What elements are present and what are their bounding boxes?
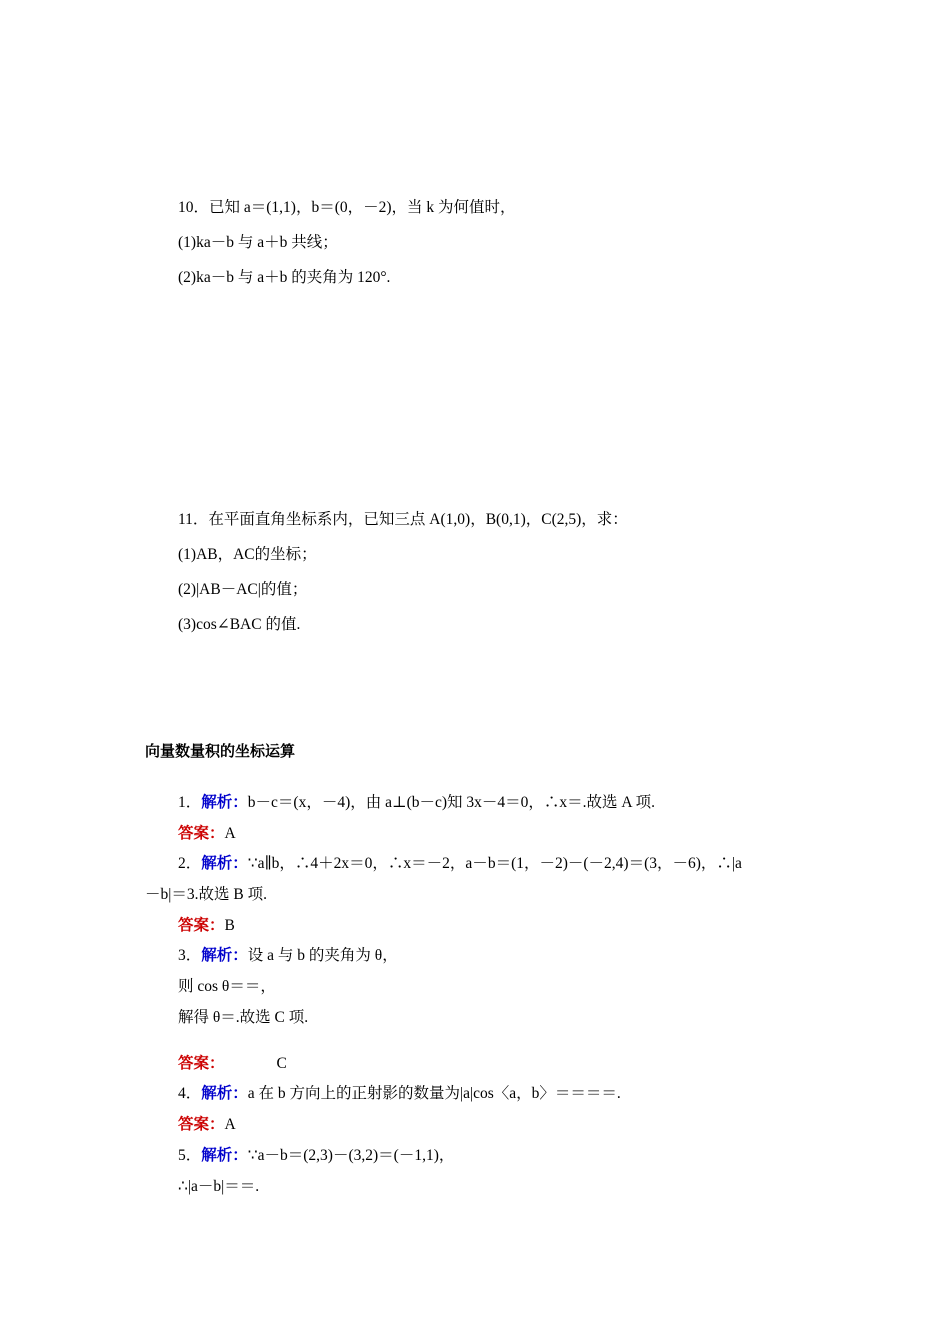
q10-part1: (1)ka－b 与 a＋b 共线； bbox=[178, 234, 338, 251]
q11-part3: (3)cos∠BAC 的值. bbox=[178, 616, 301, 633]
q11-part1: (1)AB，AC的坐标； bbox=[178, 546, 317, 563]
answer-4-choice: A bbox=[224, 1116, 236, 1133]
q10-stem: 10．已知 a＝(1,1)，b＝(0，－2)，当 k 为何值时， bbox=[178, 199, 516, 216]
answer-3-analysis bbox=[178, 946, 398, 966]
answer-2-text: ∵a∥b，∴4＋2x＝0，∴x＝－2，a－b＝(1，－2)－(－2,4)＝(3，－6)，∴|a bbox=[247, 855, 742, 872]
q11-part2: (2)|AB－AC|的值； bbox=[178, 581, 308, 598]
analysis-label: 解析： bbox=[201, 794, 248, 811]
answer-1-number: 1． bbox=[178, 794, 202, 811]
answer-1-result bbox=[178, 824, 236, 844]
answer-4-text: a 在 b 方向上的正射影的数量为|a|cos〈a，b〉＝＝＝＝. bbox=[247, 1085, 621, 1102]
answer-4-analysis bbox=[178, 1084, 621, 1104]
answer-3-line3: 解得 θ＝.故选 C 项. bbox=[178, 1009, 309, 1026]
answer-5-number: 5． bbox=[178, 1147, 202, 1164]
answer-3-choice: C bbox=[276, 1055, 287, 1072]
answer-2-analysis bbox=[178, 854, 742, 874]
answer-4-number: 4． bbox=[178, 1085, 202, 1102]
answer-1-text: b－c＝(x，－4)，由 a⊥(b－c)知 3x－4＝0，∴x＝.故选 A 项. bbox=[247, 794, 655, 811]
analysis-label: 解析： bbox=[201, 947, 248, 964]
answer-label: 答案： bbox=[178, 1055, 225, 1072]
answer-1-choice: A bbox=[224, 825, 236, 842]
answer-2-result bbox=[178, 916, 235, 936]
answer-2-continued: －b|＝3.故选 B 项. bbox=[145, 886, 267, 903]
answer-5-line2: ∴|a－b|＝＝. bbox=[178, 1178, 260, 1195]
q11-stem: 11．在平面直角坐标系内，已知三点 A(1,0)，B(0,1)，C(2,5)，求： bbox=[178, 511, 628, 528]
answer-1-analysis bbox=[178, 793, 655, 813]
answer-3-result bbox=[178, 1054, 287, 1074]
answer-label: 答案： bbox=[178, 1116, 225, 1133]
answer-label: 答案： bbox=[178, 917, 225, 934]
answer-5-text: ∵a－b＝(2,3)－(3,2)＝(－1,1)， bbox=[247, 1147, 455, 1164]
answer-3-number: 3． bbox=[178, 947, 202, 964]
q10-part2: (2)ka－b 与 a＋b 的夹角为 120°. bbox=[178, 269, 391, 286]
answer-2-number: 2． bbox=[178, 855, 202, 872]
answer-2-choice: B bbox=[224, 917, 235, 934]
answer-3-line2: 则 cos θ＝＝， bbox=[178, 978, 276, 995]
answer-3-text: 设 a 与 b 的夹角为 θ， bbox=[247, 947, 398, 964]
analysis-label: 解析： bbox=[201, 1147, 248, 1164]
section-title: 向量数量积的坐标运算 bbox=[145, 742, 296, 760]
answer-label: 答案： bbox=[178, 825, 225, 842]
answer-5-analysis bbox=[178, 1146, 454, 1166]
answer-4-result bbox=[178, 1115, 236, 1135]
analysis-label: 解析： bbox=[201, 1085, 248, 1102]
analysis-label: 解析： bbox=[201, 855, 248, 872]
